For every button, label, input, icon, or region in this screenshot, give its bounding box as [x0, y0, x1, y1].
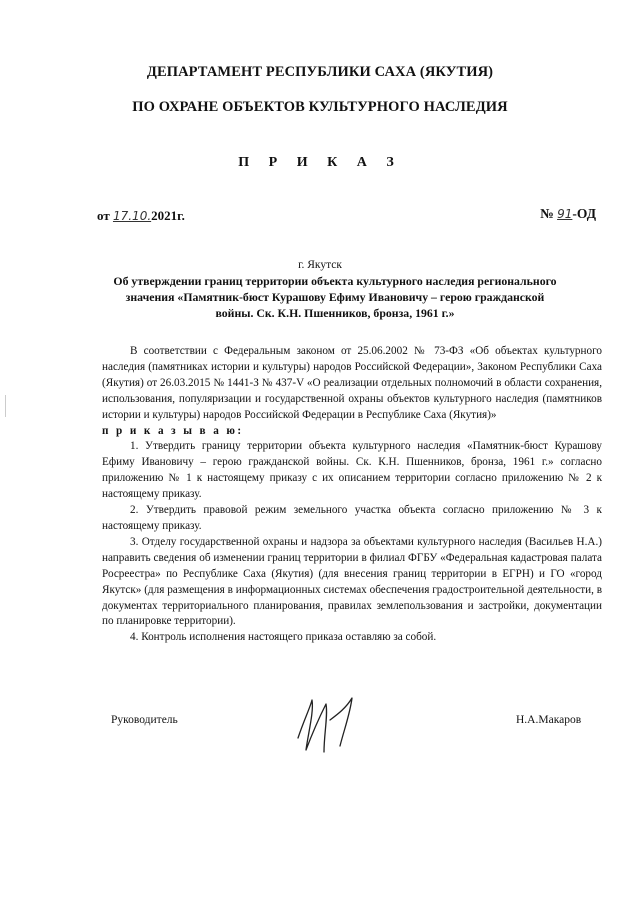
number-handwritten: 91 — [557, 207, 573, 221]
order-item-3: 3. Отделу государственной охраны и надзора за объектами культурного наследия (Васильев Н.А.) направить сведения об изменении границ территории в филиал ФГБУ «Федеральная кадастровая палата Росреестра» по Республике Саха (Якутия) (для внесения границ территории в ЕГРН) и ГО «город Якутск» (для размещения в информационных системах обеспечения градостроительной деятельности, в документах территориального планирования, правилах землепользования и застройки, документации по планировке территории). — [102, 535, 602, 628]
order-body — [102, 344, 602, 646]
preamble: В соответствии с Федеральным законом от 25.06.2002 № 73-ФЗ «Об объектах культурного наследия (памятниках истории и культуры) народов Российской Федерации», Законом Республики Саха (Якутия) от 26.03.2015 № 1441-З № 437-V «О реализации отдельных полномочий в области сохранения, использования, популяризации и государственной охраны объектов культурного наследия (памятников истории и культуры) народов Российской Федерации в Республике Саха (Якутия)» — [102, 345, 602, 421]
order-subject: Об утверждении границ территории объекта культурного наследия регионального значения «Памятник-бюст Курашову Ефиму Ивановичу – герою гражданской войны. Ск. К.Н. Пшенников, бронза, 1961 г.» — [113, 274, 557, 320]
signatory-position: Руководитель — [111, 714, 178, 726]
order-date — [97, 208, 185, 224]
scan-edge-mark — [5, 395, 6, 417]
header-line-2: ПО ОХРАНЕ ОБЪЕКТОВ КУЛЬТУРНОГО НАСЛЕДИЯ — [132, 99, 508, 115]
order-item-4: 4. Контроль исполнения настоящего приказа оставляю за собой. — [130, 631, 437, 644]
date-prefix: от — [97, 208, 110, 223]
number-prefix: № — [540, 206, 554, 221]
date-suffix: 2021г. — [151, 208, 185, 223]
order-number — [540, 206, 596, 222]
order-item-2: 2. Утвердить правовой режим земельного участка объекта согласно приложению № 3 к настоящему приказу. — [102, 504, 602, 532]
header-line-1: ДЕПАРТАМЕНТ РЕСПУБЛИКИ САХА (ЯКУТИЯ) — [146, 64, 494, 80]
number-suffix: -ОД — [572, 206, 596, 221]
document-type: П Р И К А З — [238, 155, 402, 170]
order-item-1: 1. Утвердить границу территории объекта культурного наследия «Памятник-бюст Курашову Ефиму Ивановичу – герою гражданской войны. Ск. К.Н. Пшенников, бронза, 1961 г.» согласно приложению № 1 к настоящему приказу с их описанием территории согласно приложению № 2 к настоящему приказу. — [102, 440, 602, 501]
orders-word: п р и к а з ы в а ю: — [102, 424, 244, 437]
signatory-name: Н.А.Макаров — [516, 714, 582, 726]
handwritten-signature — [290, 690, 370, 760]
date-handwritten: 17.10. — [112, 209, 152, 223]
city: г. Якутск — [298, 259, 342, 271]
